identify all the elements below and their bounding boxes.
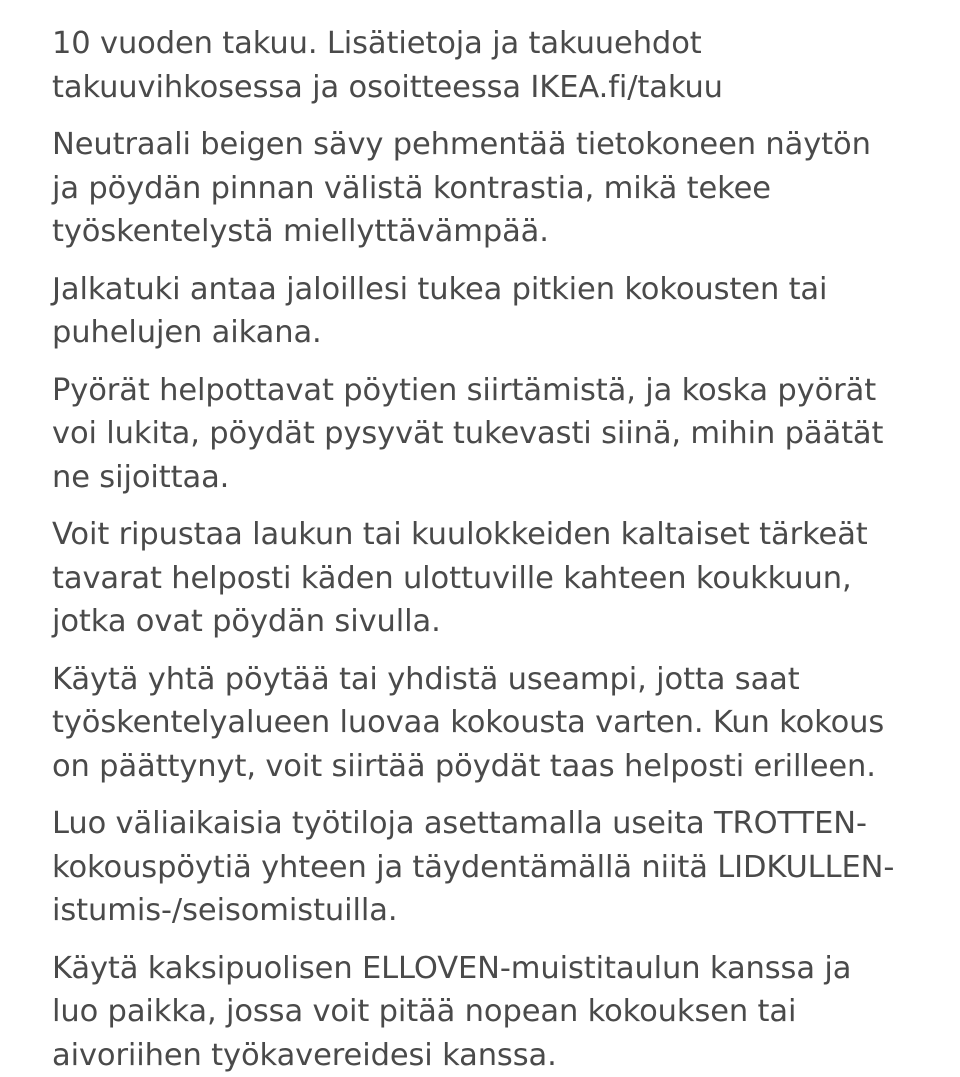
description-paragraph-color-contrast: Neutraali beigen sävy pehmentää tietokoneen näytön ja pöydän pinnan välistä kontrastia, mikä tekee työskentelystä miellyttävämpää. (52, 123, 902, 254)
description-paragraph-hooks: Voit ripustaa laukun tai kuulokkeiden kaltaiset tärkeät tavarat helposti käden ulottuville kahteen koukkuun, jotka ovat pöydän sivulla. (52, 513, 902, 644)
description-paragraph-combine-tables: Käytä yhtä pöytää tai yhdistä useampi, jotta saat työskentelyalueen luovaa kokousta varten. Kun kokous on päättynyt, voit siirtää pöydät taas helposti erilleen. (52, 658, 902, 789)
product-description-section (52, 22, 902, 1077)
description-paragraph-elloven: Käytä kaksipuolisen ELLOVEN-muistitaulun kanssa ja luo paikka, jossa voit pitää nopean kokouksen tai aivoriihen työkavereidesi kanssa. (52, 947, 902, 1077)
description-paragraph-warranty: 10 vuoden takuu. Lisätietoja ja takuuehdot takuuvihkosessa ja osoitteessa IKEA.fi/takuu (52, 22, 902, 109)
description-paragraph-trotten-lidkullen: Luo väliaikaisia työtiloja asettamalla useita TROTTEN-kokouspöytiä yhteen ja täydentämällä niitä LIDKULLEN-istumis-/seisomistuilla. (52, 802, 902, 933)
description-paragraph-castors: Pyörät helpottavat pöytien siirtämistä, ja koska pyörät voi lukita, pöydät pysyvät tukevasti siinä, mihin päätät ne sijoittaa. (52, 369, 902, 500)
description-paragraph-footrest: Jalkatuki antaa jaloillesi tukea pitkien kokousten tai puhelujen aikana. (52, 268, 902, 355)
